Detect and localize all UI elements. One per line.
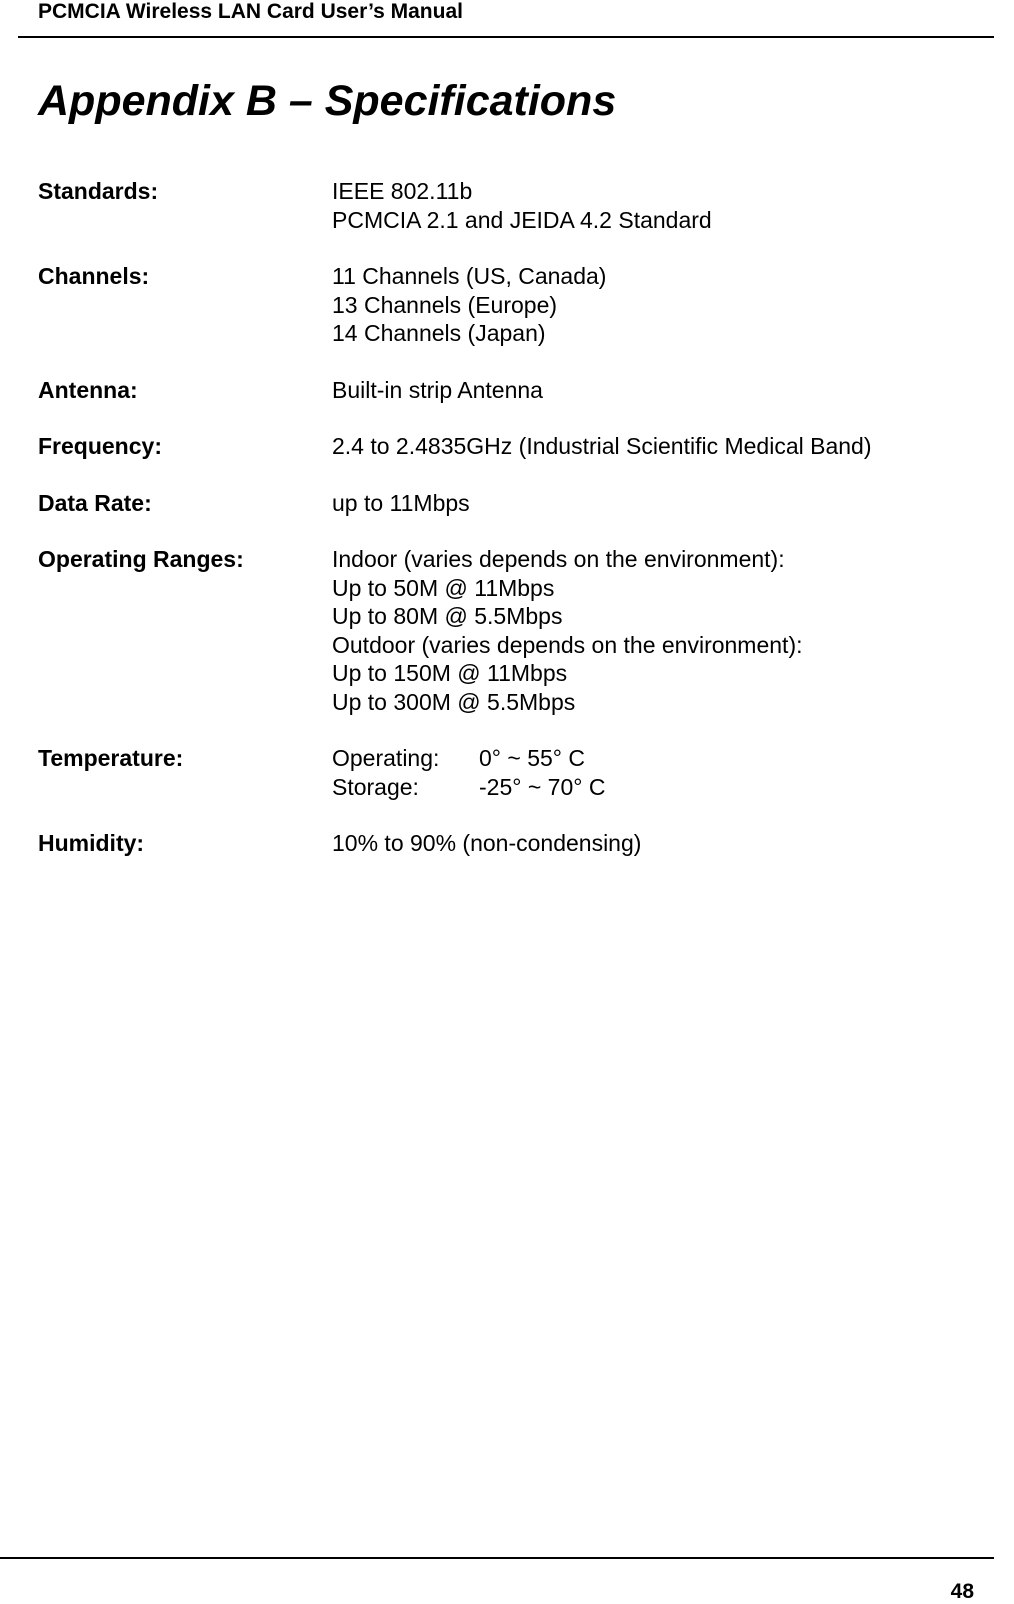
spec-values-temperature bbox=[332, 744, 978, 801]
spec-line: Up to 150M @ 11Mbps bbox=[332, 660, 568, 686]
spec-values-data-rate bbox=[332, 489, 978, 518]
spec-line: 14 Channels (Japan) bbox=[332, 320, 546, 346]
spec-line: Up to 50M @ 11Mbps bbox=[332, 574, 555, 601]
temperature-storage-row bbox=[332, 773, 978, 802]
spec-line: 11 Channels (US, Canada) bbox=[332, 263, 607, 289]
spec-list bbox=[38, 177, 978, 886]
spec-label-humidity: Humidity: bbox=[38, 830, 145, 856]
spec-line: PCMCIA 2.1 and JEIDA 4.2 Standard bbox=[332, 206, 712, 233]
temperature-operating-row bbox=[332, 744, 978, 773]
footer-rule bbox=[0, 1557, 994, 1559]
spec-line: Outdoor (varies depends on the environment): bbox=[332, 631, 803, 658]
spec-row-operating-ranges bbox=[38, 545, 978, 716]
spec-label-frequency: Frequency: bbox=[38, 433, 162, 459]
running-header: PCMCIA Wireless LAN Card User’s Manual bbox=[38, 0, 463, 23]
spec-row-humidity bbox=[38, 829, 978, 858]
spec-values-frequency bbox=[332, 432, 978, 461]
spec-label-standards: Standards: bbox=[38, 178, 159, 204]
spec-line: Indoor (varies depends on the environment): bbox=[332, 546, 785, 572]
spec-row-standards bbox=[38, 177, 978, 234]
spec-line: up to 11Mbps bbox=[332, 489, 470, 516]
spec-line: Up to 300M @ 5.5Mbps bbox=[332, 688, 576, 715]
temperature-value: 0° ~ 55° C bbox=[479, 745, 585, 771]
spec-label-data-rate: Data Rate: bbox=[38, 489, 152, 516]
temperature-key: Storage: bbox=[332, 773, 419, 800]
spec-line: 13 Channels (Europe) bbox=[332, 291, 558, 318]
spec-row-channels bbox=[38, 262, 978, 348]
spec-line: IEEE 802.11b bbox=[332, 178, 473, 204]
spec-row-frequency bbox=[38, 432, 978, 461]
spec-values-humidity bbox=[332, 829, 978, 858]
spec-label-channels: Channels: bbox=[38, 263, 150, 289]
header-rule bbox=[18, 36, 994, 38]
spec-values-standards bbox=[332, 177, 978, 234]
spec-values-operating-ranges bbox=[332, 545, 978, 716]
spec-row-antenna bbox=[38, 376, 978, 405]
page-number: 48 bbox=[950, 1580, 974, 1603]
spec-line: Up to 80M @ 5.5Mbps bbox=[332, 603, 563, 629]
spec-line: 10% to 90% (non-condensing) bbox=[332, 830, 642, 856]
spec-values-antenna bbox=[332, 376, 978, 405]
spec-line: Built-in strip Antenna bbox=[332, 376, 543, 403]
temperature-value: -25° ~ 70° C bbox=[479, 773, 606, 800]
temperature-key: Operating: bbox=[332, 745, 440, 771]
spec-label-antenna: Antenna: bbox=[38, 376, 138, 403]
spec-row-temperature bbox=[38, 744, 978, 801]
spec-line: 2.4 to 2.4835GHz (Industrial Scientific Medical Band) bbox=[332, 433, 872, 459]
spec-label-operating-ranges: Operating Ranges: bbox=[38, 546, 244, 572]
spec-label-temperature: Temperature: bbox=[38, 745, 184, 771]
spec-row-data-rate bbox=[38, 489, 978, 518]
spec-values-channels bbox=[332, 262, 978, 348]
page-title: Appendix B – Specifications bbox=[38, 77, 617, 125]
